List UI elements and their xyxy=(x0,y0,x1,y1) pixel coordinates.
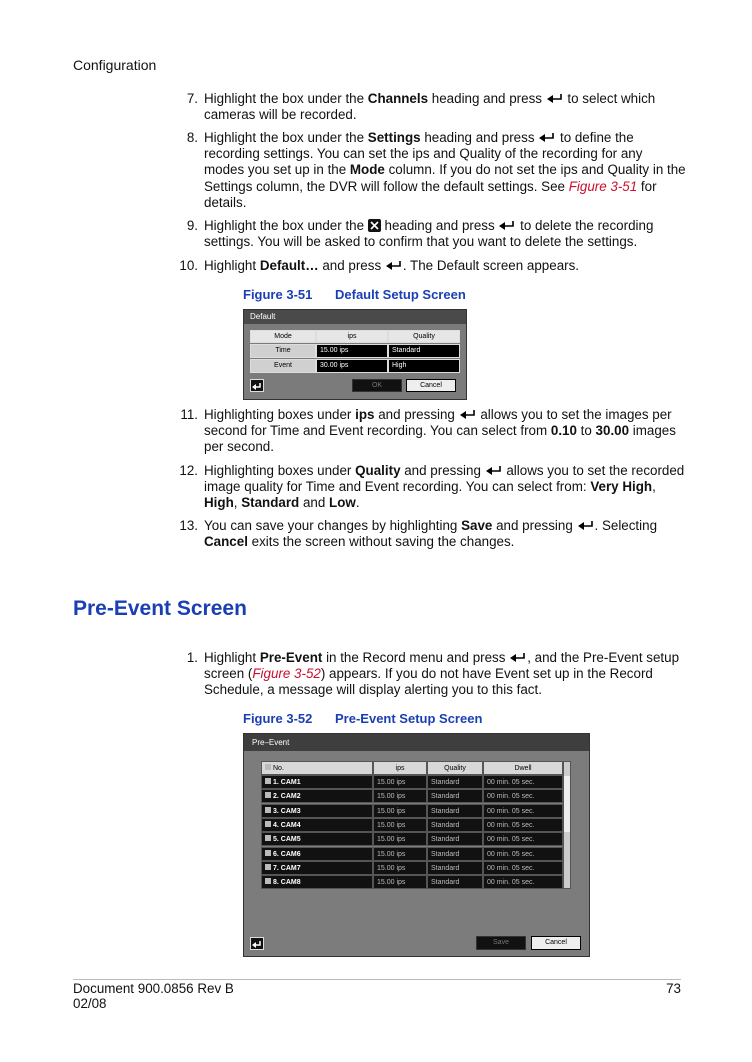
enter-key-icon xyxy=(577,521,595,531)
quality-cell[interactable]: Standard xyxy=(427,818,483,832)
dwell-cell[interactable]: 00 min. 05 sec. xyxy=(483,861,563,875)
step-7: 7. Highlight the box under the Channels heading and press to select which cameras will be recorded. xyxy=(186,91,656,123)
table-row[interactable] xyxy=(261,804,571,818)
ips-cell[interactable]: 15.00 ips xyxy=(373,804,427,818)
dwell-cell[interactable]: 00 min. 05 sec. xyxy=(483,818,563,832)
ips-cell[interactable]: 15.00 ips xyxy=(373,875,427,889)
table-header-row xyxy=(261,761,571,775)
dwell-cell[interactable]: 00 min. 05 sec. xyxy=(483,775,563,789)
quality-cell[interactable]: Standard xyxy=(427,832,483,846)
event-quality-select[interactable]: High xyxy=(388,359,460,373)
dialog-title: Default xyxy=(244,310,466,324)
dwell-cell[interactable]: 00 min. 05 sec. xyxy=(483,875,563,889)
table-row[interactable] xyxy=(261,832,571,846)
back-icon[interactable] xyxy=(250,937,264,950)
page-footer xyxy=(73,979,681,1011)
enter-key-icon xyxy=(538,133,556,143)
page-number: 73 xyxy=(666,981,681,996)
document-number: Document 900.0856 Rev B xyxy=(73,981,234,996)
ok-button[interactable]: OK xyxy=(352,379,402,392)
delete-icon xyxy=(368,219,381,232)
column-header-ips: ips xyxy=(316,330,388,343)
camera-checkbox[interactable] xyxy=(265,864,271,870)
ips-cell[interactable]: 15.00 ips xyxy=(373,847,427,861)
document-date: 02/08 xyxy=(73,996,107,1011)
select-all-checkbox[interactable] xyxy=(265,764,271,770)
dwell-cell[interactable]: 00 min. 05 sec. xyxy=(483,847,563,861)
camera-checkbox[interactable] xyxy=(265,807,271,813)
ips-cell[interactable]: 15.00 ips xyxy=(373,789,427,803)
table-row[interactable] xyxy=(261,875,571,889)
figure-link[interactable]: Figure 3-52 xyxy=(252,666,321,682)
quality-cell[interactable]: Standard xyxy=(427,804,483,818)
figure-link[interactable]: Figure 3-51 xyxy=(568,178,638,194)
ips-cell[interactable]: 15.00 ips xyxy=(373,861,427,875)
figure-3-52-caption: Figure 3-52 Pre-Event Setup Screen xyxy=(243,711,483,726)
ips-cell[interactable]: 15.00 ips xyxy=(373,832,427,846)
camera-name-cell[interactable]: 8. CAM8 xyxy=(261,875,373,889)
quality-cell[interactable]: Standard xyxy=(427,789,483,803)
camera-name-cell[interactable]: 5. CAM5 xyxy=(261,832,373,846)
ips-cell[interactable]: 15.00 ips xyxy=(373,818,427,832)
step-10: 10. Highlight Default… and press . The Default screen appears. xyxy=(179,258,580,273)
scrollbar-thumb[interactable] xyxy=(564,776,570,832)
camera-checkbox[interactable] xyxy=(265,778,271,784)
step-11: 11. Highlighting boxes under ips and pressing allows you to set the images per second for Time and Event recording. You can select from 0.10 to 30.00 images per second. xyxy=(180,407,676,455)
camera-name-cell[interactable]: 1. CAM1 xyxy=(261,775,373,789)
dialog-title: Pre–Event xyxy=(244,734,589,751)
column-header-quality: Quality xyxy=(427,761,483,775)
table-row[interactable] xyxy=(261,847,571,861)
enter-key-icon xyxy=(498,221,516,231)
camera-name-cell[interactable]: 3. CAM3 xyxy=(261,804,373,818)
time-quality-select[interactable]: Standard xyxy=(388,344,460,358)
table-row[interactable] xyxy=(261,789,571,803)
cancel-button[interactable]: Cancel xyxy=(406,379,456,392)
column-header-no: No. xyxy=(261,761,373,775)
pre-event-setup-screen xyxy=(243,733,590,957)
table-row[interactable] xyxy=(261,775,571,789)
camera-checkbox[interactable] xyxy=(265,835,271,841)
column-header-ips: ips xyxy=(373,761,427,775)
camera-checkbox[interactable] xyxy=(265,821,271,827)
enter-key-icon xyxy=(546,94,564,104)
camera-name-cell[interactable]: 6. CAM6 xyxy=(261,847,373,861)
camera-checkbox[interactable] xyxy=(265,850,271,856)
step-8: 8. Highlight the box under the Settings heading and press to define the recording settings. You can set the ips and Quality of the recording for any modes you set up in the Mode column. If you do not set the ips and Quality in the Settings column, the DVR will follow the default settings. See Figure 3-51 for details. xyxy=(186,130,686,210)
enter-key-icon xyxy=(509,653,527,663)
enter-key-icon xyxy=(459,410,477,420)
dwell-cell[interactable]: 00 min. 05 sec. xyxy=(483,832,563,846)
step-12: 12. Highlighting boxes under Quality and pressing allows you to set the recorded image quality for Time and Event recording. You can select from: Very High, High, Standard and Low. xyxy=(179,463,685,511)
time-ips-select[interactable]: 15.00 ips xyxy=(316,344,388,358)
table-row[interactable] xyxy=(261,818,571,832)
camera-checkbox[interactable] xyxy=(265,878,271,884)
ips-cell[interactable]: 15.00 ips xyxy=(373,775,427,789)
quality-cell[interactable]: Standard xyxy=(427,847,483,861)
step-9: 9. Highlight the box under the heading and press to delete the recording settings. You will be asked to confirm that you want to delete the settings. xyxy=(186,218,654,250)
column-header-mode: Mode xyxy=(250,330,316,343)
camera-name-cell[interactable]: 7. CAM7 xyxy=(261,861,373,875)
pre-event-step-1: 1. Highlight Pre-Event in the Record menu and press , and the Pre-Event setup screen (Figure 3-52) appears. If you do not have Event set up in the Record Schedule, a message will display alerting you to this fact. xyxy=(186,650,680,698)
mode-time-label: Time xyxy=(250,344,316,358)
step-13: 13. You can save your changes by highlighting Save and pressing . Selecting Cancel exits the screen without saving the changes. xyxy=(179,518,658,550)
section-title: Pre-Event Screen xyxy=(73,597,247,620)
default-setup-screen xyxy=(243,309,467,400)
camera-name-cell[interactable]: 2. CAM2 xyxy=(261,789,373,803)
mode-event-label: Event xyxy=(250,359,316,373)
dwell-cell[interactable]: 00 min. 05 sec. xyxy=(483,804,563,818)
enter-key-icon xyxy=(485,466,503,476)
scrollbar[interactable] xyxy=(563,761,571,889)
running-header: Configuration xyxy=(73,57,157,73)
back-icon[interactable] xyxy=(250,379,264,392)
table-row[interactable] xyxy=(261,861,571,875)
save-button[interactable]: Save xyxy=(476,936,526,950)
figure-3-51-caption: Figure 3-51 Default Setup Screen xyxy=(243,287,466,302)
enter-key-icon xyxy=(385,261,403,271)
quality-cell[interactable]: Standard xyxy=(427,775,483,789)
column-header-quality: Quality xyxy=(388,330,460,343)
dwell-cell[interactable]: 00 min. 05 sec. xyxy=(483,789,563,803)
quality-cell[interactable]: Standard xyxy=(427,861,483,875)
camera-name-cell[interactable]: 4. CAM4 xyxy=(261,818,373,832)
event-ips-select[interactable]: 30.00 ips xyxy=(316,359,388,373)
column-header-dwell: Dwell xyxy=(483,761,563,775)
cancel-button[interactable]: Cancel xyxy=(531,936,581,950)
quality-cell[interactable]: Standard xyxy=(427,875,483,889)
camera-checkbox[interactable] xyxy=(265,792,271,798)
